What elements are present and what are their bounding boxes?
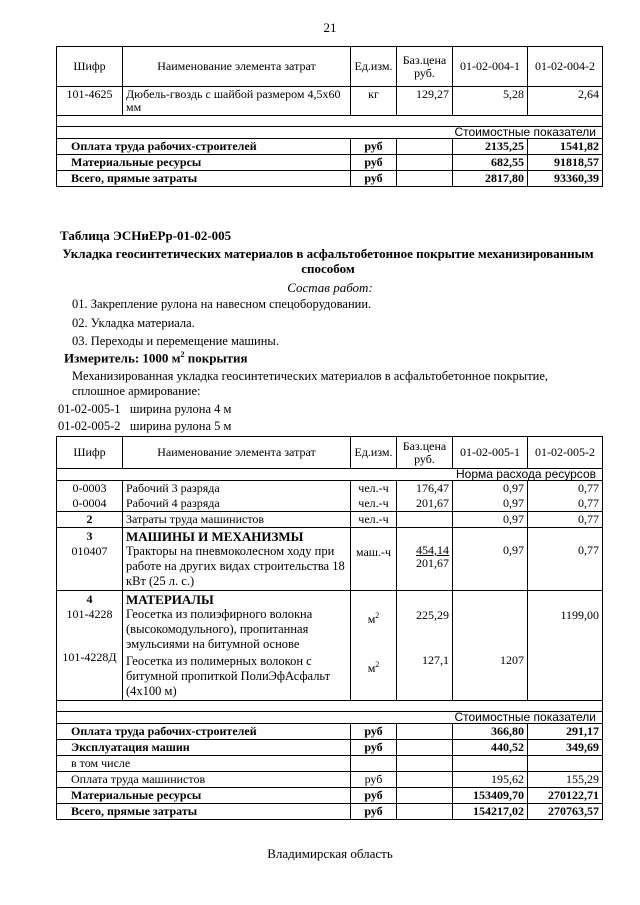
col-unit: Ед.изм. <box>351 47 397 87</box>
summary-value-1: 153409,70 <box>453 788 528 804</box>
row-unit: чел.-ч <box>351 481 397 497</box>
summary-value-2: 291,17 <box>528 724 603 740</box>
variant-code: 01-02-005-1 <box>58 402 121 416</box>
col-name: Наименование элемента затрат <box>123 437 351 469</box>
description: Механизированная укладка геосинтетических материалов в асфальтобетонное покрытие, сплошное армирование: <box>72 369 549 398</box>
row-value-2: 0,77 <box>528 512 603 528</box>
summary-unit: руб <box>351 171 397 187</box>
col-code-1: 01-02-004-1 <box>453 47 528 87</box>
summary-value-2: 155,29 <box>528 772 603 788</box>
summary-value-1: 440,52 <box>453 740 528 756</box>
row-code: 010407 <box>71 544 108 558</box>
section-title: МАШИНЫ И МЕХАНИЗМЫ <box>126 529 304 544</box>
work-item: 02. Укладка материала. <box>72 316 195 330</box>
summary-unit: руб <box>351 788 397 804</box>
work-item: 01. Закрепление рулона на навесном спецоборудовании. <box>72 297 372 311</box>
section-code: 3 <box>86 529 93 543</box>
page-number: 21 <box>323 20 337 35</box>
summary-value-2: 91818,57 <box>528 155 603 171</box>
summary-label: Оплата труда рабочих-строителей <box>57 139 351 155</box>
col-code-1: 01-02-005-1 <box>453 437 528 469</box>
row-code: 101-4228Д <box>62 650 117 664</box>
summary-row <box>57 772 603 788</box>
summary-unit: руб <box>351 740 397 756</box>
row-price-top: 454,14 <box>416 543 449 557</box>
work-item: 03. Переходы и перемещение машины. <box>72 334 279 348</box>
meter-rest: покрытия <box>184 350 248 366</box>
variant-2 <box>58 419 231 434</box>
meter-label: Измеритель: 1000 м <box>64 350 181 366</box>
row-code: 0-0004 <box>57 496 123 512</box>
row-code: 0-0003 <box>57 481 123 497</box>
meter <box>64 350 248 366</box>
row-value-2: 0,77 <box>528 528 603 591</box>
col-base-price: Баз.цена руб. <box>397 47 453 87</box>
summary-row <box>57 139 603 155</box>
summary-value-1: 366,80 <box>453 724 528 740</box>
row-value-2: 0,77 <box>528 496 603 512</box>
row-unit: $м^2$ <box>367 611 380 626</box>
table-title: Таблица ЭСНиЕРр-01-02-005 <box>60 228 232 243</box>
row-value-1: 0,97 <box>453 496 528 512</box>
variant-text: ширина рулона 5 м <box>129 419 232 433</box>
row-value-1: 5,28 <box>453 87 528 116</box>
summary-label: Эксплуатация машин <box>57 740 351 756</box>
row-value-1: 0,97 <box>453 512 528 528</box>
row-code: 101-4625 <box>57 87 123 116</box>
row-name: Геосетка из полиэфирного волокна (высокомодульного), пропитанная эмульсиями на битумной основе <box>126 607 313 651</box>
summary-unit: руб <box>351 804 397 820</box>
summary-value-1: 2817,80 <box>453 171 528 187</box>
variant-text: ширина рулона 4 м <box>129 402 232 416</box>
row-value-1: 0,97 <box>453 528 528 591</box>
row-unit: маш.-ч <box>351 528 397 591</box>
section-code: 4 <box>86 592 93 606</box>
works-title: Состав работ: <box>287 280 373 295</box>
summary-value-1: 2135,25 <box>453 139 528 155</box>
variant-1 <box>58 402 231 417</box>
row-name: Затраты труда машинистов <box>123 512 351 528</box>
table-header <box>57 47 603 87</box>
summary-row <box>57 740 603 756</box>
summary-label: Всего, прямые затраты <box>57 171 351 187</box>
summary-label: Материальные ресурсы <box>57 788 351 804</box>
summary-value-2: 270122,71 <box>528 788 603 804</box>
summary-label: Оплата труда машинистов <box>57 772 351 788</box>
summary-label: Материальные ресурсы <box>57 155 351 171</box>
cost-subheader: Стоимостные показатели <box>57 712 603 724</box>
table-row <box>57 496 603 512</box>
row-value-1: 0,97 <box>453 481 528 497</box>
row-unit: кг <box>351 87 397 116</box>
row-name: Рабочий 3 разряда <box>123 481 351 497</box>
summary-value-2: 1541,82 <box>528 139 603 155</box>
row-price: 129,27 <box>397 87 453 116</box>
summary-value-1: 682,55 <box>453 155 528 171</box>
col-base-price: Баз.цена руб. <box>397 437 453 469</box>
section-title: МАТЕРИАЛЫ <box>126 592 214 607</box>
row-price-bottom: 201,67 <box>416 556 449 570</box>
row-value-2: 0,77 <box>528 481 603 497</box>
row-unit: чел.-ч <box>351 512 397 528</box>
table-row <box>57 87 603 116</box>
row-price: 127,1 <box>422 653 449 667</box>
col-code-2: 01-02-005-2 <box>528 437 603 469</box>
summary-label: Оплата труда рабочих-строителей <box>57 724 351 740</box>
row-code: 101-4228 <box>66 607 113 621</box>
summary-row <box>57 155 603 171</box>
col-shifr: Шифр <box>57 47 123 87</box>
table-row <box>57 512 603 528</box>
norm-subheader: Норма расхода ресурсов <box>57 469 603 481</box>
col-name: Наименование элемента затрат <box>123 47 351 87</box>
summary-value-1: 154217,02 <box>453 804 528 820</box>
row-value-2: 2,64 <box>528 87 603 116</box>
footer: Владимирская область <box>267 846 393 861</box>
row-name: Геосетка из полимерных волокон с битумной пропиткой ПолиЭфАсфальт (4х100 м) <box>126 654 331 698</box>
row-price: 201,67 <box>397 496 453 512</box>
summary-value-2: 93360,39 <box>528 171 603 187</box>
summary-unit: руб <box>351 139 397 155</box>
col-unit: Ед.изм. <box>351 437 397 469</box>
summary-value-1: 195,62 <box>453 772 528 788</box>
machines-section <box>57 528 603 591</box>
summary-row <box>57 804 603 820</box>
row-value-1 <box>456 608 524 623</box>
table-header <box>57 437 603 469</box>
summary-row <box>57 171 603 187</box>
row-value-2 <box>531 653 599 668</box>
materials-section <box>57 591 603 701</box>
row-value-2: 1199,00 <box>560 608 599 622</box>
summary-unit: руб <box>351 155 397 171</box>
summary-unit: руб <box>351 772 397 788</box>
col-code-2: 01-02-004-2 <box>528 47 603 87</box>
row-price: 176,47 <box>397 481 453 497</box>
summary-label: Всего, прямые затраты <box>57 804 351 820</box>
row-name: Дюбель-гвоздь с шайбой размером 4,5х60 мм <box>123 87 351 116</box>
row-unit: $м^2$ <box>367 660 380 675</box>
variant-code: 01-02-005-2 <box>58 419 121 433</box>
summary-unit: руб <box>351 724 397 740</box>
meter-sup: 2 <box>180 350 185 359</box>
row-value-1: 1207 <box>500 653 524 667</box>
summary-row <box>57 788 603 804</box>
col-shifr: Шифр <box>57 437 123 469</box>
row-name: Тракторы на пневмоколесном ходу при работе на других видах строительства 18 кВт (25 л. с.) <box>126 544 345 588</box>
row-name: Рабочий 4 разряда <box>123 496 351 512</box>
row-code: 2 <box>57 512 123 528</box>
table-1 <box>56 46 603 187</box>
row-unit: чел.-ч <box>351 496 397 512</box>
summary-label: в том числе <box>57 756 351 772</box>
section-heading: Укладка геосинтетических материалов в асфальтобетонное покрытие механизированным способом <box>62 246 594 276</box>
summary-row <box>57 756 603 772</box>
summary-value-2: 349,69 <box>528 740 603 756</box>
table-row <box>57 481 603 497</box>
summary-value-2: 270763,57 <box>528 804 603 820</box>
table-2 <box>56 436 603 820</box>
summary-row <box>57 724 603 740</box>
cost-subheader: Стоимостные показатели <box>57 127 603 139</box>
row-price: 225,29 <box>416 608 449 622</box>
